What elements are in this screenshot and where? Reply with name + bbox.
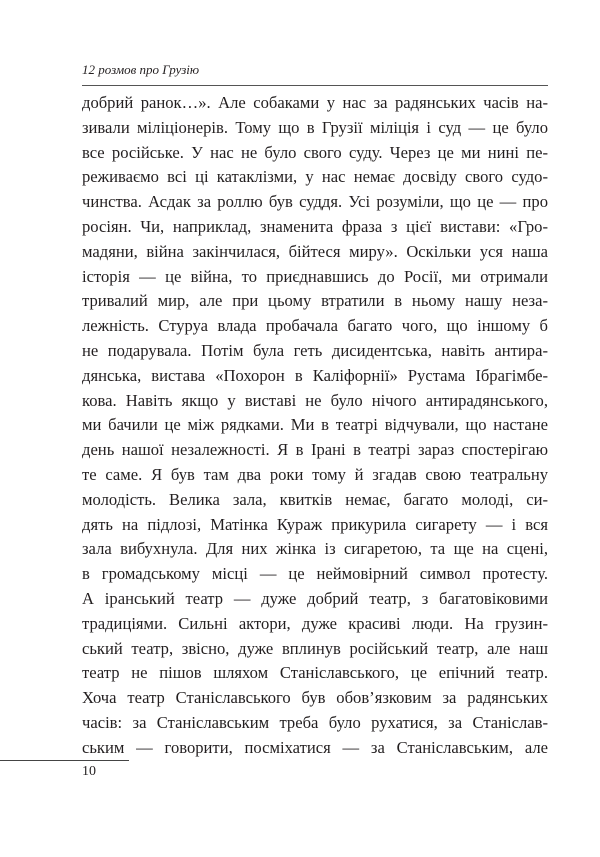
text-line: Хоча театр Станіславського був обов’язковим за радянських: [82, 688, 548, 708]
text-line: ський театр, звісно, дуже вплинув російський театр, але наш: [82, 638, 548, 658]
header-rule: [82, 85, 548, 86]
text-line: зала вибухнула. Для них жінка із сигаретою, та ще на сцені,: [82, 539, 548, 559]
text-line: кова. Навіть якщо у виставі не було нічого антирадянського,: [82, 390, 548, 410]
text-line: історія — це війна, то приєднавшись до Росії, ми отримали: [82, 266, 548, 286]
text-line: зивали міліціонерів. Тому що в Грузії міліція і суд — це було: [82, 117, 548, 137]
running-header-title: 12 розмов про Грузію: [82, 62, 200, 77]
text-line: ським — говорити, посміхатися — за Станіславським, але: [82, 737, 548, 757]
text-line: дять на підлозі, Матінка Кураж прикурила сигарету — і вся: [82, 514, 548, 534]
text-line: не подарувала. Потім була геть дисидентська, навіть антира-: [82, 340, 548, 360]
text-line: тривалий мир, але при цьому втратили в ньому нашу неза-: [82, 291, 548, 311]
text-line: все російське. У нас не було свого суду. Через це ми нині пе-: [82, 142, 548, 162]
text-line: лежність. Стуруа влада пробачала багато чого, що іншому б: [82, 316, 548, 336]
text-line: дянська, вистава «Похорон в Каліфорнії» Рустама Ібрагімбе-: [82, 365, 548, 385]
text-line: театр не пішов шляхом Станіславського, це епічний театр.: [82, 663, 548, 683]
text-line: традиціями. Сильні актори, дуже красиві люди. На грузин-: [82, 613, 548, 633]
text-line: А іранський театр — дуже добрий театр, з багатовіковими: [82, 588, 548, 608]
body-text: [82, 91, 548, 761]
page-number: 10: [82, 764, 96, 779]
text-line: те саме. Я був там два роки тому й згадав свою театральну: [82, 464, 548, 484]
footer-rule: [0, 760, 129, 761]
text-line: часів: за Станіславським треба було рухатися, за Станіслав-: [82, 712, 548, 732]
text-line: ми бачили це між рядками. Ми в театрі відчували, що настане: [82, 415, 548, 435]
text-line: добрий ранок…». Але собаками у нас за радянських часів на-: [82, 93, 548, 112]
text-line: росіян. Чи, наприклад, знаменита фраза з цієї вистави: «Гро-: [82, 216, 548, 236]
text-line: в громадському місці — це неймовірний символ протесту.: [82, 564, 548, 584]
text-line: день нашої незалежності. Я в Ірані в театрі зараз спостерігаю: [82, 440, 548, 460]
text-line: реживаємо всі ці катаклізми, у нас немає досвіду свого судо-: [82, 167, 548, 187]
text-line: чинства. Асдак за роллю був суддя. Усі розуміли, що це — про: [82, 192, 548, 212]
text-line: мадяни, війна закінчилася, бійтеся миру». Оскільки уся наша: [82, 241, 548, 261]
text-line: молодість. Велика зала, квитків немає, багато молоді, си-: [82, 489, 548, 509]
